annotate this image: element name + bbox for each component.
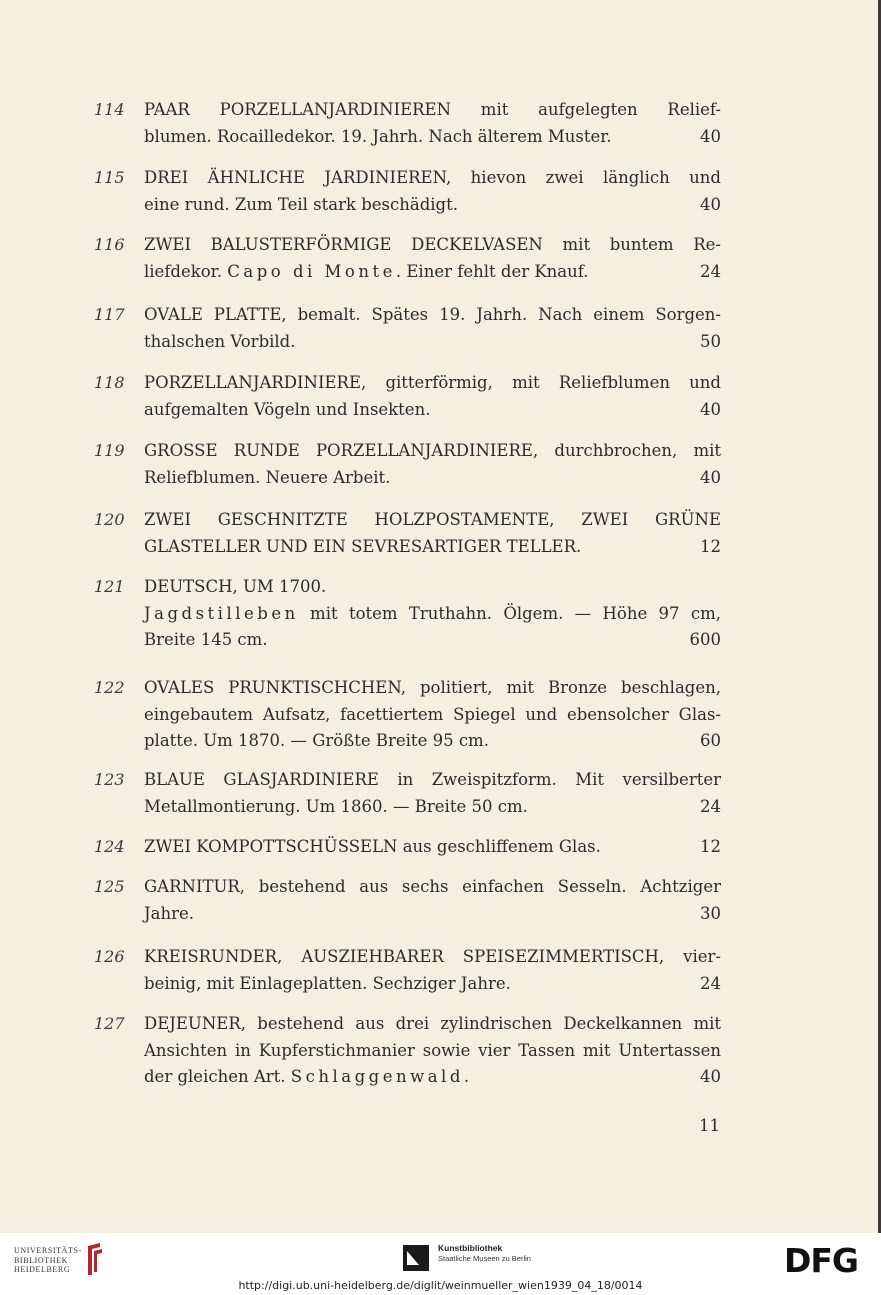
lot-number: 121 [94,577,125,596]
lot-line: OVALE PLATTE, bemalt. Spätes 19. Jahrh. Nach einem Sorgen- [144,305,721,324]
lot-description [144,574,721,654]
lot-description [144,302,721,355]
lot-price: 40 [700,1067,721,1086]
lot-line [144,901,721,928]
place-name: Capo di Monte [227,261,396,281]
lot-text: Metallmontierung. Um 1860. — Breite 50 cm. [144,796,528,816]
lot-price: 24 [700,973,721,993]
lot-line [144,971,721,998]
lot-line [144,601,721,628]
lot-price: 50 [700,331,721,351]
lot-price: 40 [700,467,721,487]
lot-number: 122 [94,678,125,697]
painting-title: Jagdstilleben [144,603,299,623]
lot-description [144,675,721,755]
lot-line: Ansichten in Kupferstichmanier sowie vier Tassen mit Untertassen [144,1040,721,1060]
lot-number: 124 [94,837,125,856]
dfg-logo[interactable]: DFG [784,1241,859,1280]
lot-line [144,728,721,755]
lot-number: 127 [94,1014,125,1033]
lot-number: 114 [94,100,125,119]
lot-description [144,232,721,285]
footer-bar [0,1233,881,1295]
lot-price: 40 [700,399,721,419]
kunstbibliothek-logo-icon[interactable] [403,1245,429,1271]
lot-line: BLAUE GLASJARDINIERE in Zweispitzform. Mit versilberter [144,770,721,789]
lot-price: 24 [700,796,721,816]
lot-text: aufgemalten Vögeln und Insekten. [144,399,431,419]
lot-description [144,767,721,820]
lot-line: DEUTSCH, UM 1700. [144,577,327,596]
lot-number: 126 [94,947,125,966]
lot-number: 116 [94,235,125,254]
lot-text: platte. Um 1870. — Größte Breite 95 cm. [144,731,489,750]
lot-text: ZWEI KOMPOTTSCHÜSSELN aus geschliffenem Glas. [144,837,601,856]
lot-description [144,370,721,423]
lot-line: ZWEI BALUSTERFÖRMIGE DECKELVASEN mit buntem Re- [144,235,721,254]
lot-number: 117 [94,305,125,324]
lot-line [144,192,721,219]
kunstbibliothek-name: Kunstbibliothek [438,1243,503,1253]
lot-text: blumen. Rocailledekor. 19. Jahrh. Nach älterem Muster. [144,126,612,146]
lot-description [144,165,721,218]
lot-text: Jahre. [144,903,194,923]
lot-line [144,124,721,151]
university-emblem-icon [82,1242,106,1276]
lot-description [144,874,721,927]
lot-price: 24 [700,261,721,281]
permalink-url[interactable]: http://digi.ub.uni-heidelberg.de/diglit/weinmueller_wien1939_04_18/0014 [238,1279,643,1292]
lot-text: thalschen Vorbild. [144,331,296,351]
lot-line: OVALES PRUNKTISCHCHEN, politiert, mit Bronze beschlagen, [144,678,721,697]
lot-line: DREI ÄHNLICHE JARDINIEREN, hievon zwei länglich und [144,168,721,187]
lot-price: 12 [700,837,721,856]
lot-number: 119 [94,441,125,460]
page-number: 11 [699,1116,720,1135]
lot-text: beinig, mit Einlageplatten. Sechziger Jahre. [144,973,511,993]
lot-number: 120 [94,510,125,529]
lot-number: 118 [94,373,125,392]
lot-line: PORZELLANJARDINIERE, gitterförmig, mit Reliefblumen und [144,373,721,392]
lot-text: mit totem Truthahn. Ölgem. — Höhe 97 cm, [298,603,721,623]
logo-text-line: UNIVERSITÄTS- [14,1246,82,1255]
lot-number: 115 [94,168,125,187]
lot-line [144,627,721,654]
lot-number: 125 [94,877,125,896]
lot-text: der gleichen Art. [144,1067,291,1086]
lot-price: 12 [700,536,721,556]
lot-line: GARNITUR, bestehend aus sechs einfachen Sesseln. Achtziger [144,877,721,896]
lot-description [144,944,721,997]
lot-line: GROSSE RUNDE PORZELLANJARDINIERE, durchbrochen, mit [144,441,721,460]
lot-line [144,834,721,861]
lot-price: 600 [689,630,721,649]
lot-line [144,794,721,821]
lot-text: GLASTELLER UND EIN SEVRESARTIGER TELLER. [144,536,582,556]
lot-text: . [463,1067,470,1086]
lot-description [144,438,721,491]
place-name: Schlaggenwald [290,1067,464,1086]
lot-line [144,259,721,286]
lot-price: 60 [700,731,721,750]
lot-line [144,397,721,424]
lot-line: eingebautem Aufsatz, facettiertem Spiegel und ebensolcher Glas- [144,704,721,724]
lot-price: 40 [700,194,721,214]
lot-description [144,834,721,861]
lot-text: . Einer fehlt der Knauf. [395,261,589,281]
lot-text: Reliefblumen. Neuere Arbeit. [144,467,391,487]
lot-line [144,534,721,561]
lot-line [144,329,721,356]
lot-line: KREISRUNDER, AUSZIEHBARER SPEISEZIMMERTISCH, vier- [144,947,721,966]
logo-text-line: HEIDELBERG [14,1265,71,1274]
lot-price: 40 [700,126,721,146]
lot-description [144,97,721,150]
lot-text: liefdekor. [144,261,228,281]
kunstbibliothek-subtitle: Staatliche Museen zu Berlin [438,1254,531,1263]
lot-text: Breite 145 cm. [144,630,268,649]
lot-line: DEJEUNER, bestehend aus drei zylindrischen Deckelkannen mit [144,1014,721,1033]
lot-line: PAAR PORZELLANJARDINIEREN mit aufgelegten Relief- [144,100,721,119]
lot-price: 30 [700,903,721,923]
lot-text: eine rund. Zum Teil stark beschädigt. [144,194,458,214]
lot-description [144,1011,721,1091]
lot-number: 123 [94,770,125,789]
logo-text-line: BIBLIOTHEK [14,1255,68,1265]
university-library-logo[interactable] [14,1246,82,1275]
lot-line: ZWEI GESCHNITZTE HOLZPOSTAMENTE, ZWEI GRÜNE [144,510,721,529]
lot-line [144,465,721,492]
lot-line [144,1064,721,1091]
lot-description [144,507,721,560]
